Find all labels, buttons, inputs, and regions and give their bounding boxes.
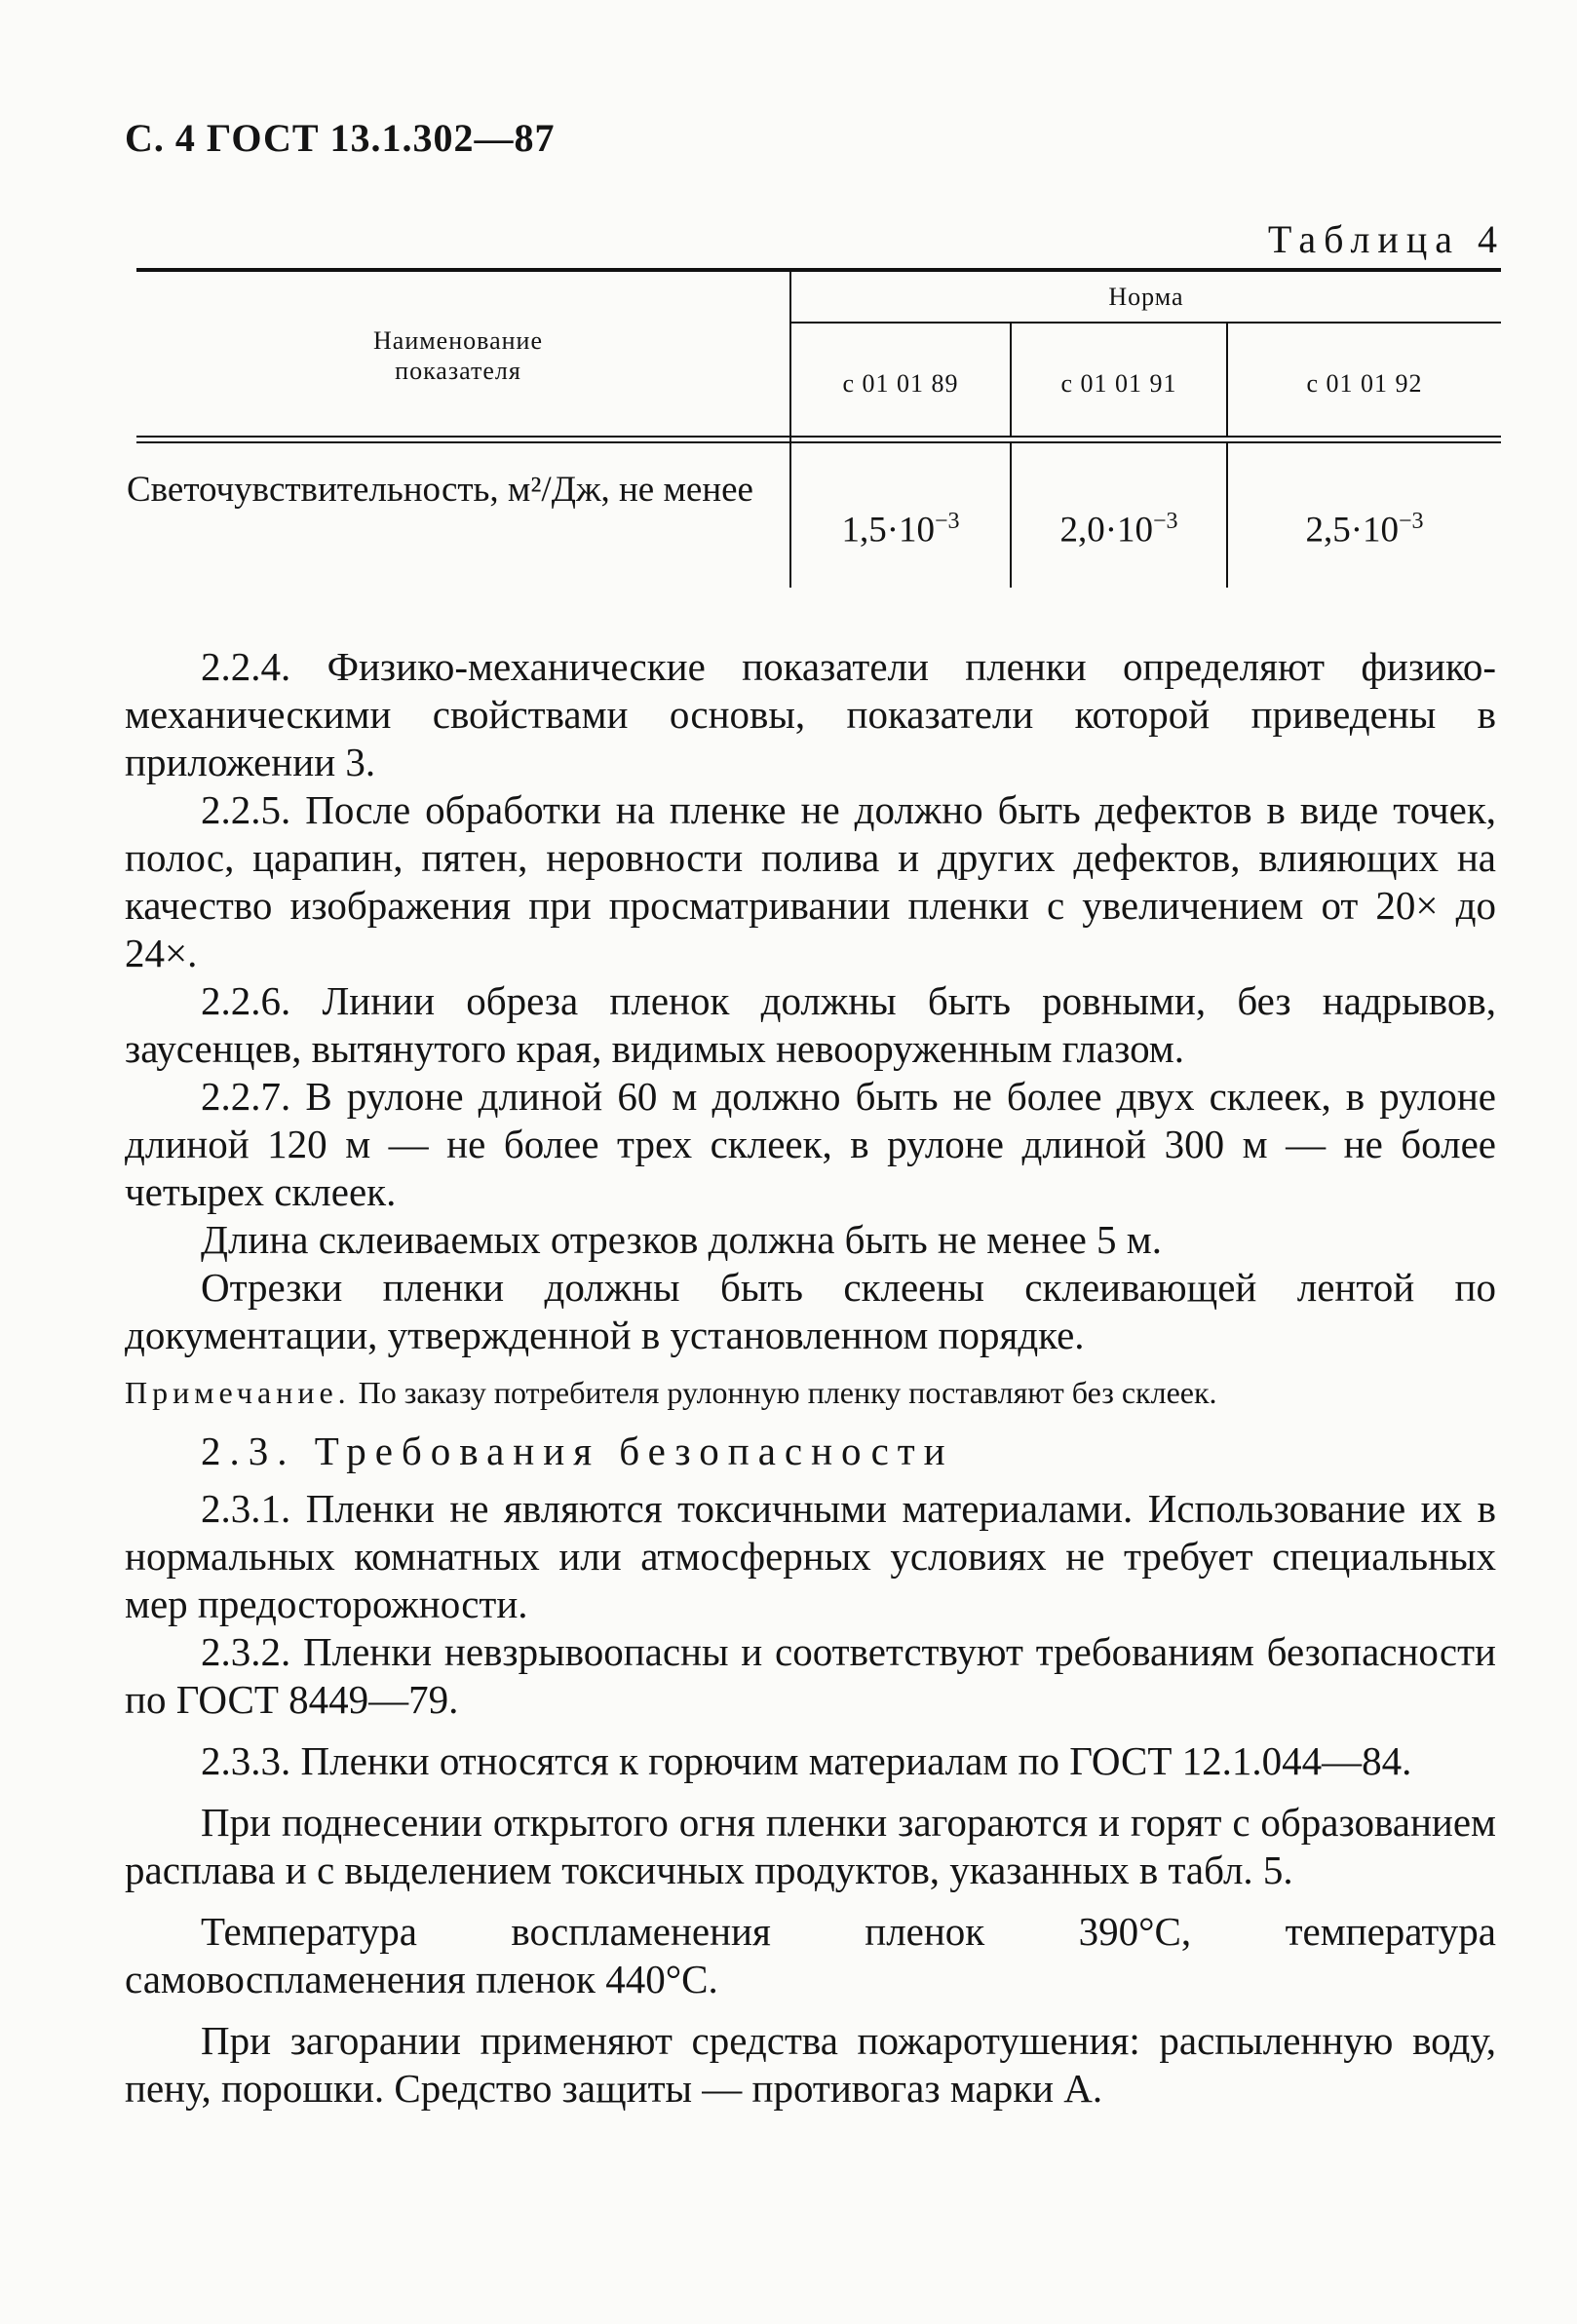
paragraph-2-3-2: 2.3.2. Пленки невзрывоопасны и соответствуют требованиям безопасности по ГОСТ 8449—79. [125, 1629, 1496, 1722]
table-cell-value [1228, 509, 1501, 551]
section-heading-2-3: 2.3. Требования безопасности [201, 1429, 954, 1473]
value-base: 2,0·10 [1059, 510, 1154, 551]
paragraph-fire: При поднесении открытого огня пленки загораются и горят с образованием расплава и с выделением токсичных продуктов, указанных в табл. 5. [125, 1800, 1496, 1892]
table-row-name: Светочувствительность, м²/Дж, не менее [127, 470, 753, 510]
paragraph-2-2-7: 2.2.7. В рулоне длиной 60 м должно быть не более двух склеек, в рулоне длиной 120 м — не более трех склеек, в рулоне длиной 300 м — не более четырех склеек. [125, 1074, 1496, 1214]
paragraph-2-2-6: 2.2.6. Линии обреза пленок должны быть ровными, без надрывов, заусенцев, вытянутого края, видимых невооруженным глазом. [125, 978, 1496, 1071]
table-date-header: с 01 01 89 [842, 369, 959, 398]
table-header-rule-2 [136, 441, 1501, 443]
page-header: С. 4 ГОСТ 13.1.302—87 [125, 116, 556, 160]
table-caption: Таблица 4 [1267, 217, 1505, 261]
table-col-name-header: Наименование показателя [373, 326, 543, 386]
note [125, 1373, 1496, 1412]
value-exponent: −3 [1153, 509, 1178, 534]
paragraph-extinguishing: При загорании применяют средства пожаротушения: распыленную воду, пену, порошки. Средство защиты — противогаз марки А. [125, 2018, 1496, 2111]
paragraph-splice-length: Длина склеиваемых отрезков должна быть не менее 5 м. [201, 1217, 1162, 1262]
paragraph-splice-tape: Отрезки пленки должны быть склеены склеивающей лентой по документации, утвержденной в установленном порядке. [125, 1265, 1496, 1357]
value-base: 2,5·10 [1305, 510, 1400, 551]
paragraph-ignition-temp: Температура воспламенения пленок 390°С, температура самовоспламенения пленок 440°С. [125, 1909, 1496, 2001]
body-text [125, 643, 1496, 2113]
paragraph-2-3-1: 2.3.1. Пленки не являются токсичными материалами. Использование их в нормальных комнатных или атмосферных условиях не требует специальных мер предосторожности. [125, 1486, 1496, 1626]
table-cell-value [791, 509, 1010, 551]
table-cell-value [1012, 509, 1226, 551]
paragraph-2-2-5: 2.2.5. После обработки на пленке не должно быть дефектов в виде точек, полос, царапин, пятен, неровности полива и других дефектов, влияющих на качество изображения при просматривании пленки с увеличением от 20× до 24×. [125, 787, 1496, 975]
paragraph-2-2-4: 2.2.4. Физико-механические показатели пленки определяют физико-механическими свойствами основы, показатели которой приведены в приложении 3. [125, 644, 1496, 784]
note-text: По заказу потребителя рулонную пленку поставляют без склеек. [358, 1375, 1217, 1410]
paragraph-2-3-3: 2.3.3. Пленки относятся к горючим материалам по ГОСТ 12.1.044—84. [201, 1738, 1412, 1783]
table-top-rule [136, 268, 1501, 272]
norm-header-rule [791, 322, 1501, 324]
table-header-rule [136, 436, 1501, 438]
table-date-header: с 01 01 91 [1060, 369, 1177, 398]
table-date-header: с 01 01 92 [1306, 369, 1423, 398]
value-exponent: −3 [935, 509, 960, 534]
value-base: 1,5·10 [841, 510, 936, 551]
table-norm-header: Норма [1108, 283, 1184, 311]
value-exponent: −3 [1399, 509, 1424, 534]
note-label: Примечание. [125, 1375, 351, 1410]
